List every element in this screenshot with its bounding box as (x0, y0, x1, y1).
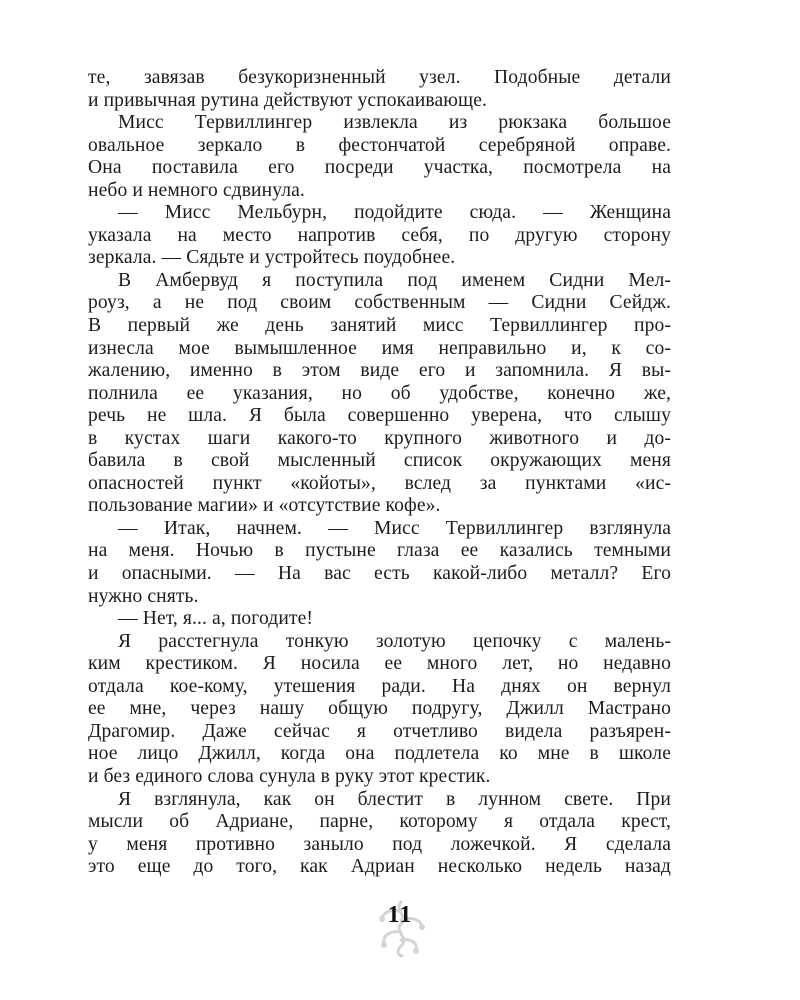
text-line: Я расстегнула тонкую золотую цепочку с малень- (118, 630, 671, 652)
text-line: это еще до того, как Адриан несколько недель назад (88, 856, 671, 878)
text-line: небо и немного сдвинула. (88, 179, 305, 201)
text-line: те, завязав безукоризненный узел. Подобные детали (88, 67, 671, 88)
text-line: на меня. Ночью в пустыне глаза ее казались темными (88, 540, 671, 562)
text-line: ное лицо Джилл, когда она подлетела ко мне в школе (88, 743, 671, 765)
text-line: Драгомир. Даже сейчас я отчетливо видела разъярен- (88, 720, 671, 742)
text-line: бавила в свой мысленный список окружающих меня (88, 450, 671, 472)
text-line: зеркала. — Сядьте и устройтесь поудобнее. (88, 247, 456, 269)
text-line: опасностей пункт «койоты», вслед за пунктами «ис- (88, 472, 671, 494)
text-line: отдала кое-кому, утешения ради. На днях он вернул (88, 675, 671, 697)
text-line: и без единого слова сунула в руку этот крестик. (88, 765, 491, 787)
text-line: В Амбервуд я поступила под именем Сидни Мел- (118, 269, 671, 291)
text-line: и опасными. — На вас есть какой-либо металл? Его (88, 563, 671, 585)
text-line: указала на место напротив себя, по другую сторону (88, 224, 671, 246)
text-line: ким крестиком. Я носила ее много лет, но недавно (88, 653, 671, 675)
text-line: Мисс Тервиллингер извлекла из рюкзака большое (118, 112, 671, 134)
text-line: и привычная рутина действуют успокаивающе. (88, 89, 488, 111)
text-line: — Мисс Мельбурн, подойдите сюда. — Женщина (118, 202, 671, 224)
text-line: ее мне, через нашу общую подругу, Джилл Мастрано (88, 698, 671, 720)
page-text (88, 67, 671, 879)
page-number: 11 (387, 902, 413, 928)
text-line: полнила ее указания, но об удобстве, конечно же, (88, 382, 671, 404)
text-line: мысли об Адриане, парне, которому я отдала крест, (88, 811, 671, 833)
text-line: жалению, именно в этом виде его и запомнила. Я вы- (88, 360, 671, 382)
text-line: Я взглянула, как он блестит в лунном свете. При (118, 788, 671, 810)
text-line: овальное зеркало в фестончатой серебряной оправе. (88, 134, 671, 156)
text-line: в кустах шаги какого-то крупного животного и до- (88, 427, 671, 449)
text-line: изнесла мое вымышленное имя неправильно и, к со- (88, 337, 671, 359)
text-line: речь не шла. Я была совершенно уверена, что слышу (88, 405, 671, 427)
text-line: роуз, а не под своим собственным — Сидни Сейдж. (88, 292, 671, 314)
text-line: В первый же день занятий мисс Тервиллингер про- (88, 315, 671, 337)
text-line: пользование магии» и «отсутствие кофе». (88, 495, 441, 517)
text-line: Она поставила его посреди участка, посмотрела на (88, 157, 671, 179)
page-footer (0, 902, 800, 929)
text-line: — Итак, начнем. — Мисс Тервиллингер взглянула (118, 517, 671, 539)
text-line: у меня противно заныло под ложечкой. Я сделала (88, 833, 671, 855)
text-line: нужно снять. (88, 585, 199, 607)
text-line: — Нет, я... а, погодите! (118, 608, 314, 630)
